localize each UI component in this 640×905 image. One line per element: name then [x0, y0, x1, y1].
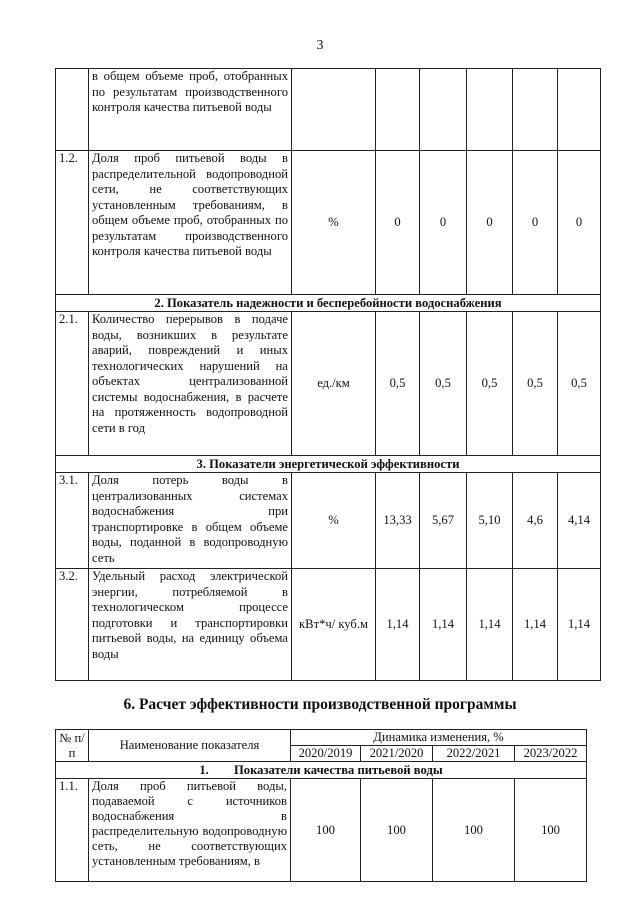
year-header: 2021/2020: [361, 746, 433, 762]
value-cell: 1,14: [420, 569, 467, 681]
section-title: 2. Показатель надежности и бесперебойности водоснабжения: [56, 295, 601, 312]
indicator-name: Количество перерывов в подаче воды, возникших в результате аварий, повреждений и иных технологических нарушений на объектах централизованной системы водоснабжения, в расчете на протяженность водопроводной сети в год: [89, 312, 292, 456]
row-number: 1.1.: [56, 779, 89, 882]
value-cell: [513, 69, 558, 151]
unit-cell: %: [292, 151, 376, 295]
value-cell: 1,14: [467, 569, 513, 681]
value-cell: [376, 69, 420, 151]
value-cell: 0: [376, 151, 420, 295]
header-num: № п/п: [56, 730, 89, 762]
value-cell: 0,5: [376, 312, 420, 456]
value-cell: 0,5: [513, 312, 558, 456]
unit-cell: кВт*ч/ куб.м: [292, 569, 376, 681]
header-row: [56, 730, 587, 746]
value-cell: 0: [513, 151, 558, 295]
table-row: [56, 69, 601, 151]
section-label: Показатели качества питьевой воды: [233, 762, 443, 777]
value-cell: [558, 69, 601, 151]
section-heading: 6. Расчет эффективности производственной программы: [123, 696, 517, 713]
value-cell: 4,14: [558, 473, 601, 569]
table-row: [56, 569, 601, 681]
unit-cell: ед./км: [292, 312, 376, 456]
row-number: 1.2.: [56, 151, 89, 295]
indicator-name: Доля потерь воды в централизованных системах водоснабжения при транспортировке в общем объеме воды, поданной в водопроводную сеть: [89, 473, 292, 569]
value-cell: 0: [558, 151, 601, 295]
efficiency-table: [55, 729, 587, 882]
section-title: [56, 762, 587, 779]
value-cell: 0: [467, 151, 513, 295]
value-cell: 100: [515, 779, 587, 882]
section-title: 3. Показатели энергетической эффективности: [56, 456, 601, 473]
value-cell: 1,14: [376, 569, 420, 681]
unit-cell: [292, 69, 376, 151]
indicator-name: в общем объеме проб, отобранных по результатам производственного контроля качества питьевой воды: [89, 69, 292, 151]
indicator-name: Доля проб питьевой воды в распределительной водопроводной сети, не соответствующих установленным требованиям, в общем объеме проб, отобранных по результатам производственного контроля качества питьевой воды: [89, 151, 292, 295]
indicator-name: Доля проб питьевой воды, подаваемой с источников водоснабжения в распределительную водопроводную сеть, не соответствующих установленным требованиям, в: [89, 779, 291, 882]
table-row: [56, 473, 601, 569]
unit-cell: %: [292, 473, 376, 569]
page-number: 3: [316, 38, 324, 53]
table-row: [56, 151, 601, 295]
value-cell: 5,10: [467, 473, 513, 569]
section-row: [56, 456, 601, 473]
value-cell: 0: [420, 151, 467, 295]
value-cell: 100: [361, 779, 433, 882]
section-row: [56, 295, 601, 312]
value-cell: 0,5: [420, 312, 467, 456]
section-number: 1.: [199, 762, 209, 777]
row-number: 2.1.: [56, 312, 89, 456]
table-row: [56, 312, 601, 456]
value-cell: 1,14: [558, 569, 601, 681]
year-header: 2023/2022: [515, 746, 587, 762]
section-row: [56, 762, 587, 779]
value-cell: 4,6: [513, 473, 558, 569]
header-name: Наименование показателя: [89, 730, 291, 762]
row-number: 3.1.: [56, 473, 89, 569]
row-number: 3.2.: [56, 569, 89, 681]
value-cell: 100: [291, 779, 361, 882]
value-cell: 0,5: [558, 312, 601, 456]
indicators-table: [55, 68, 601, 681]
value-cell: 13,33: [376, 473, 420, 569]
value-cell: 5,67: [420, 473, 467, 569]
year-header: 2020/2019: [291, 746, 361, 762]
value-cell: 1,14: [513, 569, 558, 681]
row-number: [56, 69, 89, 151]
indicator-name: Удельный расход электрической энергии, потребляемой в технологическом процессе подготовки и транспортировки питьевой воды, на единицу объема воды: [89, 569, 292, 681]
value-cell: 0,5: [467, 312, 513, 456]
value-cell: [467, 69, 513, 151]
value-cell: [420, 69, 467, 151]
value-cell: 100: [433, 779, 515, 882]
year-header: 2022/2021: [433, 746, 515, 762]
header-dynamics: Динамика изменения, %: [291, 730, 587, 746]
table-row: [56, 779, 587, 882]
